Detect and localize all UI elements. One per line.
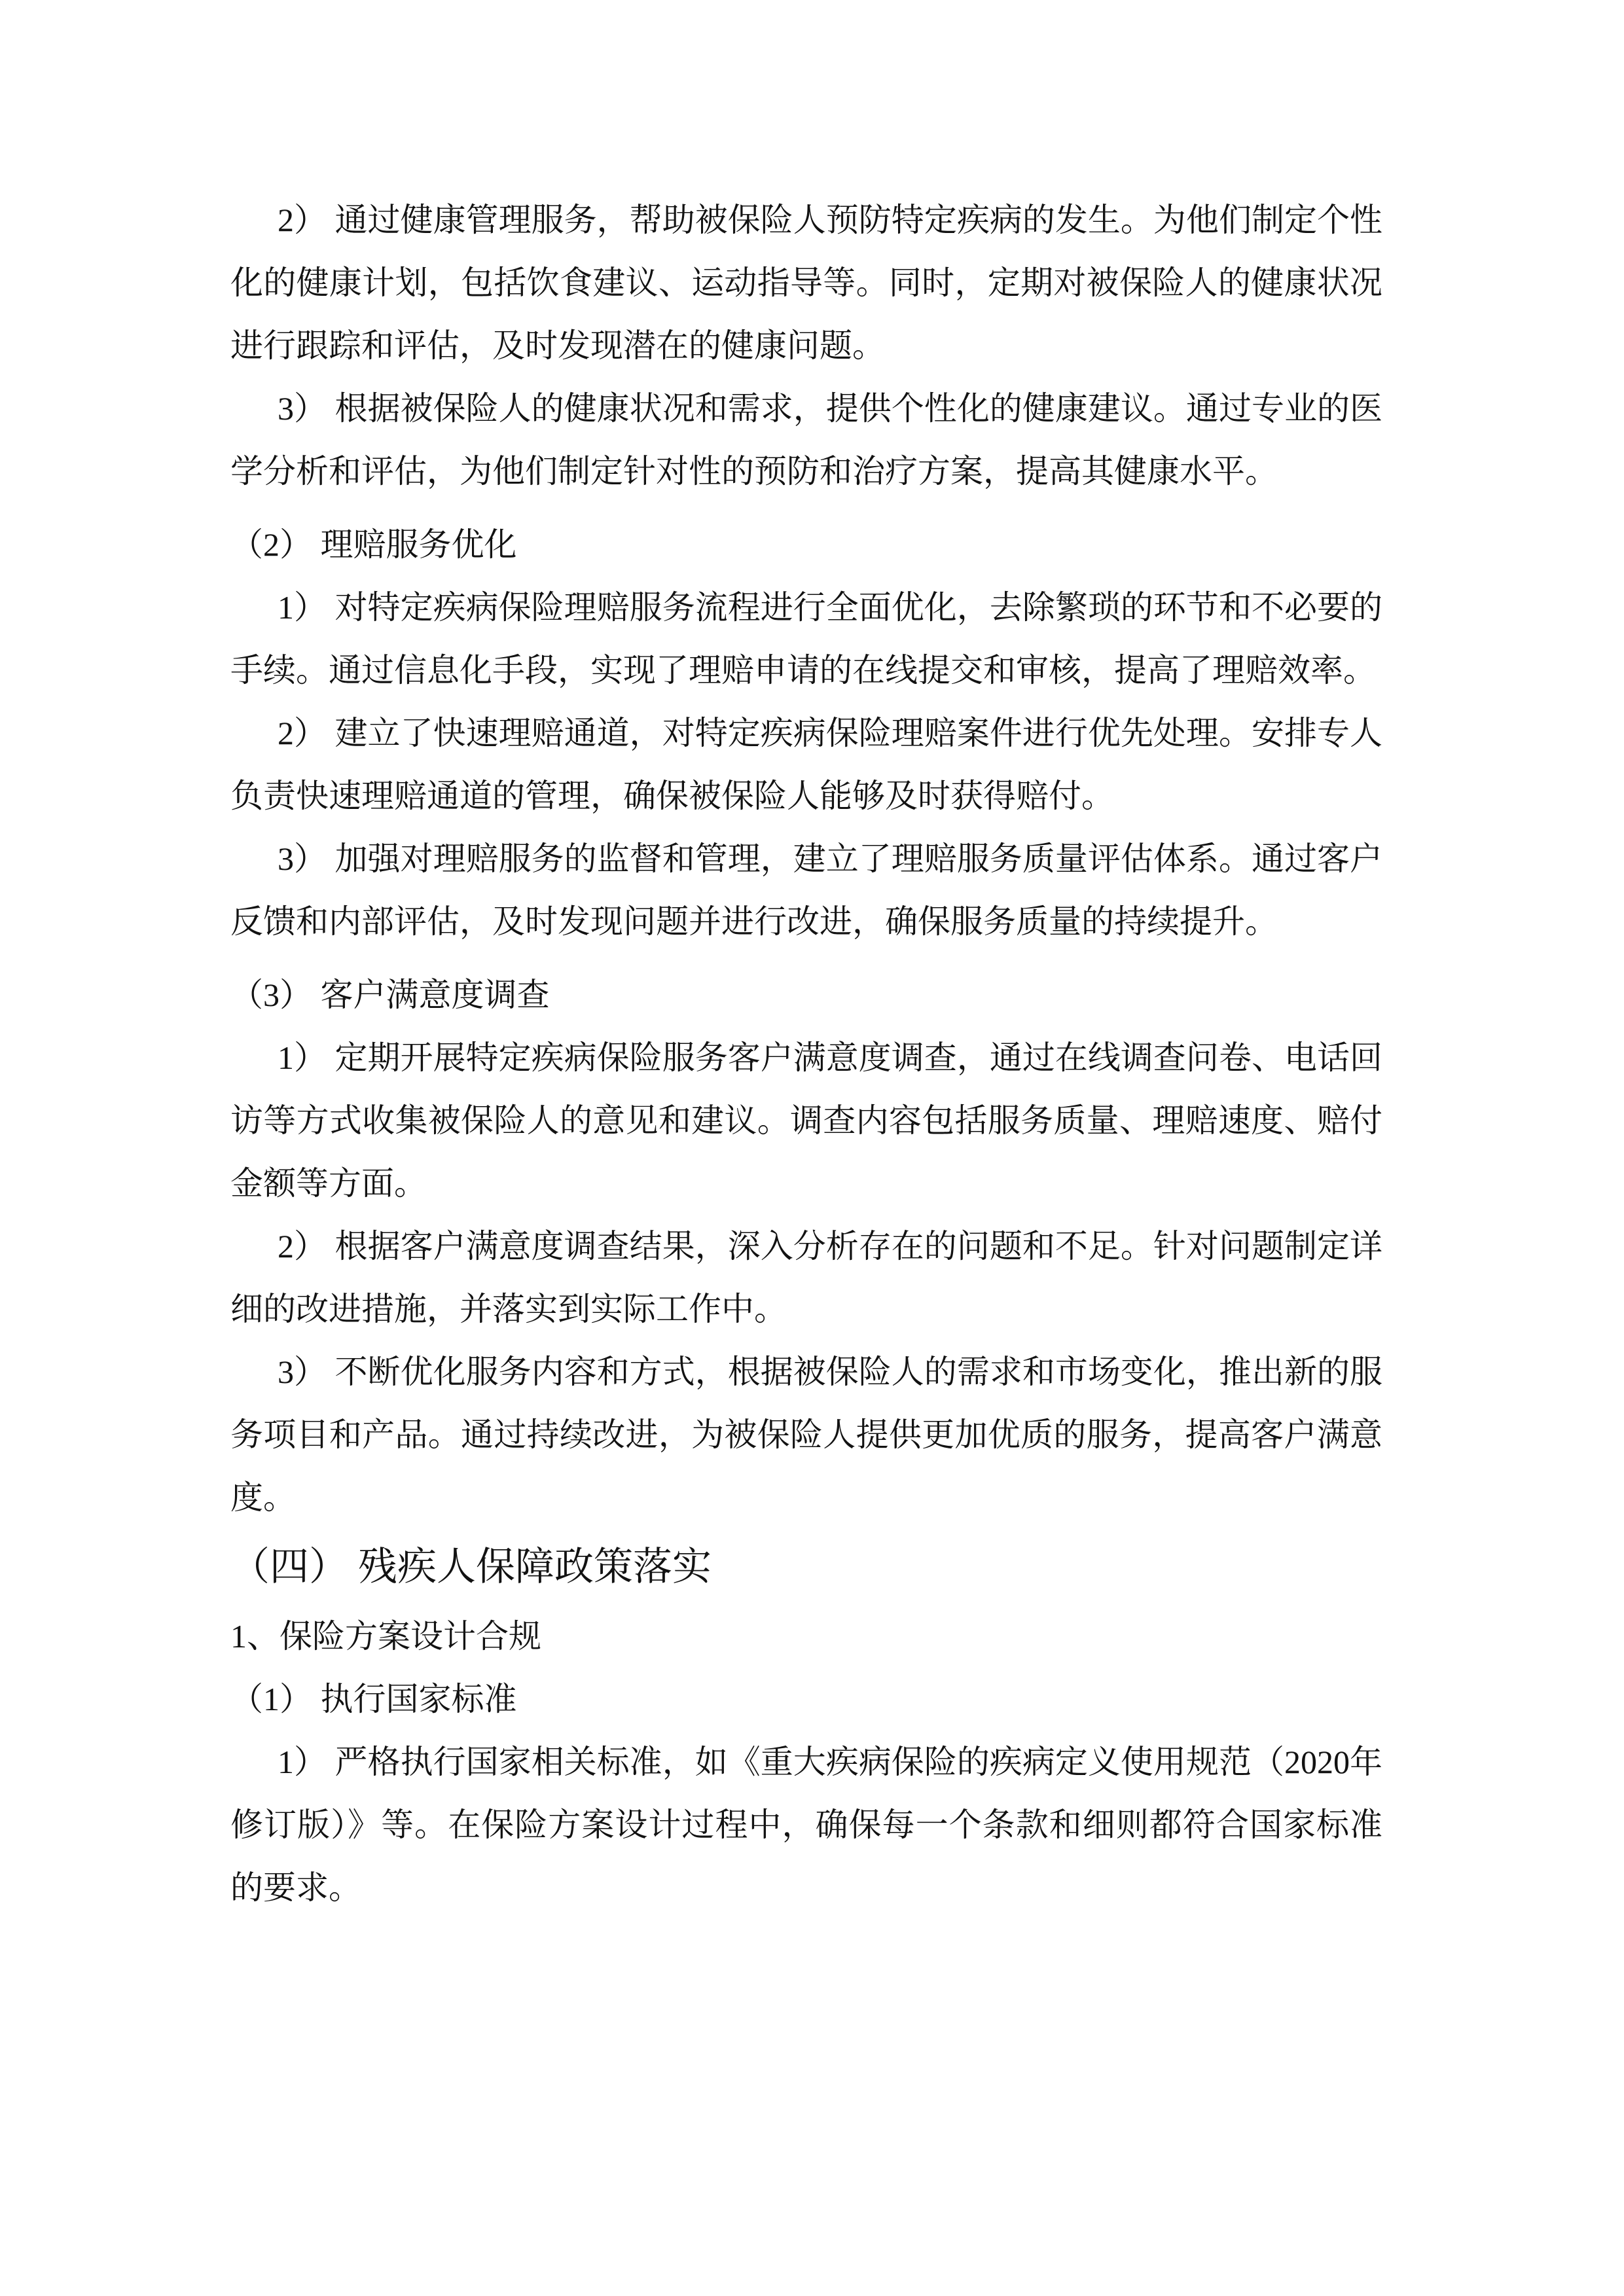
body-paragraph: 3） 加强对理赔服务的监督和管理，建立了理赔服务质量评估体系。通过客户反馈和内部评估，及时发现问题并进行改进，确保服务质量的持续提升。 <box>230 840 1382 940</box>
body-paragraph: 2） 通过健康管理服务，帮助被保险人预防特定疾病的发生。为他们制定个性化的健康计划，包括饮食建议、运动指导等。同时，定期对被保险人的健康状况进行跟踪和评估，及时发现潜在的健康问题。 <box>230 202 1382 364</box>
sub-heading: （3） 客户满意度调查 <box>230 977 550 1013</box>
body-paragraph: 1） 定期开展特定疾病保险服务客户满意度调查，通过在线调查问卷、电话回访等方式收集被保险人的意见和建议。调查内容包括服务质量、理赔速度、赔付金额等方面。 <box>230 1039 1382 1202</box>
sub-heading: （1） 执行国家标准 <box>230 1681 517 1717</box>
body-paragraph: 1） 严格执行国家相关标准，如《重大疾病保险的疾病定义使用规范（2020年修订版）》等。在保险方案设计过程中，确保每一个条款和细则都符合国家标准的要求。 <box>230 1744 1382 1906</box>
body-paragraph: 3） 根据被保险人的健康状况和需求，提供个性化的健康建议。通过专业的医学分析和评估，为他们制定针对性的预防和治疗方案，提高其健康水平。 <box>230 390 1382 490</box>
document-content <box>230 188 1382 1919</box>
sub-heading: （2） 理赔服务优化 <box>230 526 517 563</box>
body-paragraph: 2） 建立了快速理赔通道，对特定疾病保险理赔案件进行优先处理。安排专人负责快速理赔通道的管理，确保被保险人能够及时获得赔付。 <box>230 715 1382 814</box>
section-heading: （四） 残疾人保障政策落实 <box>230 1545 712 1588</box>
subsection-heading: 1、保险方案设计合规 <box>230 1618 541 1655</box>
body-paragraph: 3） 不断优化服务内容和方式，根据被保险人的需求和市场变化，推出新的服务项目和产品。通过持续改进，为被保险人提供更加优质的服务，提高客户满意度。 <box>230 1354 1382 1516</box>
body-paragraph: 1） 对特定疾病保险理赔服务流程进行全面优化，去除繁琐的环节和不必要的手续。通过信息化手段，实现了理赔申请的在线提交和审核，提高了理赔效率。 <box>230 589 1382 689</box>
body-paragraph: 2） 根据客户满意度调查结果，深入分析存在的问题和不足。针对问题制定详细的改进措施，并落实到实际工作中。 <box>230 1228 1382 1327</box>
